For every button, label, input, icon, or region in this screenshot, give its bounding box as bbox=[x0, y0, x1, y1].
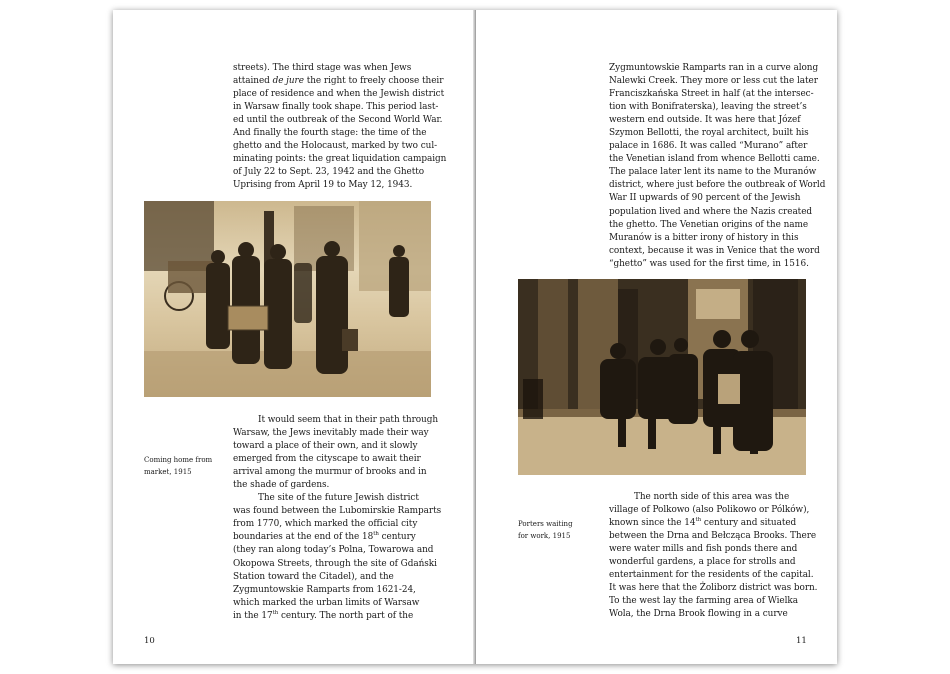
text-line: of July 22 to Sept. 23, 1942 and the Ghetto bbox=[233, 167, 425, 178]
text-line: Muranów is a bitter irony of history in this bbox=[609, 232, 799, 243]
text-line: (they ran along today’s Polna, Towarowa and bbox=[233, 545, 434, 556]
text-line: And finally the fourth stage: the time of the bbox=[233, 128, 427, 139]
text-line: It was here that the Żoliborz district was born. bbox=[609, 583, 818, 594]
page-number-right: 11 bbox=[796, 636, 807, 646]
text-line: Okopowa Streets, through the site of Gdański bbox=[233, 558, 437, 569]
text-line: Zygmuntowskie Ramparts ran in a curve along bbox=[609, 63, 819, 73]
right-paragraph-bottom bbox=[609, 491, 819, 621]
left-paragraph-top bbox=[233, 62, 447, 192]
text-line: arrival among the murmur of brooks and in bbox=[233, 467, 427, 478]
caption-coming-home bbox=[144, 454, 212, 478]
text-line: population lived and where the Nazis created bbox=[609, 206, 813, 217]
text-line: the shade of gardens. bbox=[233, 480, 330, 491]
text-line: wonderful gardens, a place for strolls and bbox=[609, 557, 796, 568]
caption-line: market, 1915 bbox=[144, 468, 192, 476]
text-line: It would seem that in their path through bbox=[258, 415, 439, 425]
text-line: emerged from the cityscape to await their bbox=[233, 454, 421, 465]
text-line: To the west lay the farming area of Wielka bbox=[609, 596, 798, 607]
text-line: known since the 14th century and situated bbox=[609, 517, 797, 529]
text-line: were water mills and fish ponds there and bbox=[609, 544, 798, 555]
text-line: tion with Bonifraterska), leaving the street’s bbox=[609, 102, 807, 113]
text-line: toward a place of their own, and it slowly bbox=[233, 441, 418, 452]
caption-porters-waiting bbox=[518, 518, 573, 542]
caption-line: Porters waiting bbox=[518, 520, 573, 528]
text-line: “ghetto” was used for the first time, in 1516. bbox=[609, 258, 809, 269]
text-line: ghetto and the Holocaust, marked by two cul- bbox=[233, 141, 438, 152]
text-line: the ghetto. The Venetian origins of the name bbox=[609, 219, 809, 230]
text-line: The site of the future Jewish district bbox=[258, 493, 419, 504]
left-page bbox=[113, 10, 474, 664]
photo-porters-waiting bbox=[518, 279, 806, 475]
text-line: boundaries at the end of the 18th century bbox=[233, 531, 416, 543]
text-line: Nalewki Creek. They more or less cut the later bbox=[609, 76, 818, 87]
text-line: minating points: the great liquidation campaign bbox=[233, 154, 447, 165]
text-line: The palace later lent its name to the Muranów bbox=[609, 167, 817, 178]
text-line: Station toward the Citadel), and the bbox=[233, 571, 394, 582]
text-line: entertainment for the residents of the capital. bbox=[609, 570, 814, 581]
market-street-photo bbox=[144, 201, 431, 397]
left-paragraph-bottom bbox=[233, 414, 442, 623]
text-line: western end outside. It was here that Józef bbox=[609, 115, 801, 126]
text-line: from 1770, which marked the official city bbox=[233, 519, 418, 530]
text-line: was found between the Lubomirskie Ramparts bbox=[233, 506, 442, 517]
text-line: between the Drna and Bełcząca Brooks. There bbox=[609, 531, 817, 542]
text-line: district, where just before the outbreak of World bbox=[609, 180, 826, 191]
text-line: Franciszkańska Street in half (at the intersec- bbox=[609, 89, 814, 100]
text-line: context, because it was in Venice that the word bbox=[609, 245, 820, 256]
text-line: streets). The third stage was when Jews bbox=[233, 63, 412, 73]
text-line: palace in 1686. It was called “Murano” after bbox=[609, 141, 808, 152]
text-line: village of Polkowo (also Polikowo or Pólków), bbox=[609, 505, 810, 516]
photo-coming-home-from-market bbox=[144, 201, 431, 397]
text-line: in Warsaw finally took shape. This period last- bbox=[233, 102, 439, 113]
caption-line: for work, 1915 bbox=[518, 532, 571, 540]
right-page bbox=[476, 10, 837, 664]
text-line: place of residence and when the Jewish district bbox=[233, 89, 445, 100]
text-line: Wola, the Drna Brook flowing in a curve bbox=[609, 609, 788, 620]
page-number-left: 10 bbox=[144, 636, 155, 646]
text-line: Zygmuntowskie Ramparts from 1621-24, bbox=[233, 584, 416, 595]
text-line: the Venetian island from whence Bellotti came. bbox=[609, 154, 820, 165]
porters-photo bbox=[518, 279, 806, 475]
text-line: which marked the urban limits of Warsaw bbox=[233, 597, 420, 608]
text-line: in the 17th century. The north part of the bbox=[233, 609, 414, 621]
book-spread bbox=[113, 10, 837, 664]
text-line: Uprising from April 19 to May 12, 1943. bbox=[233, 180, 413, 191]
caption-line: Coming home from bbox=[144, 456, 213, 464]
text-line: ed until the outbreak of the Second World War. bbox=[233, 115, 443, 126]
text-line: Szymon Bellotti, the royal architect, built his bbox=[609, 128, 809, 139]
right-paragraph-top bbox=[609, 62, 826, 271]
text-line: attained de jure the right to freely choose their bbox=[233, 76, 444, 87]
text-line: Warsaw, the Jews inevitably made their way bbox=[233, 428, 429, 439]
text-line: War II upwards of 90 percent of the Jewish bbox=[609, 193, 801, 204]
text-line: The north side of this area was the bbox=[634, 492, 790, 502]
